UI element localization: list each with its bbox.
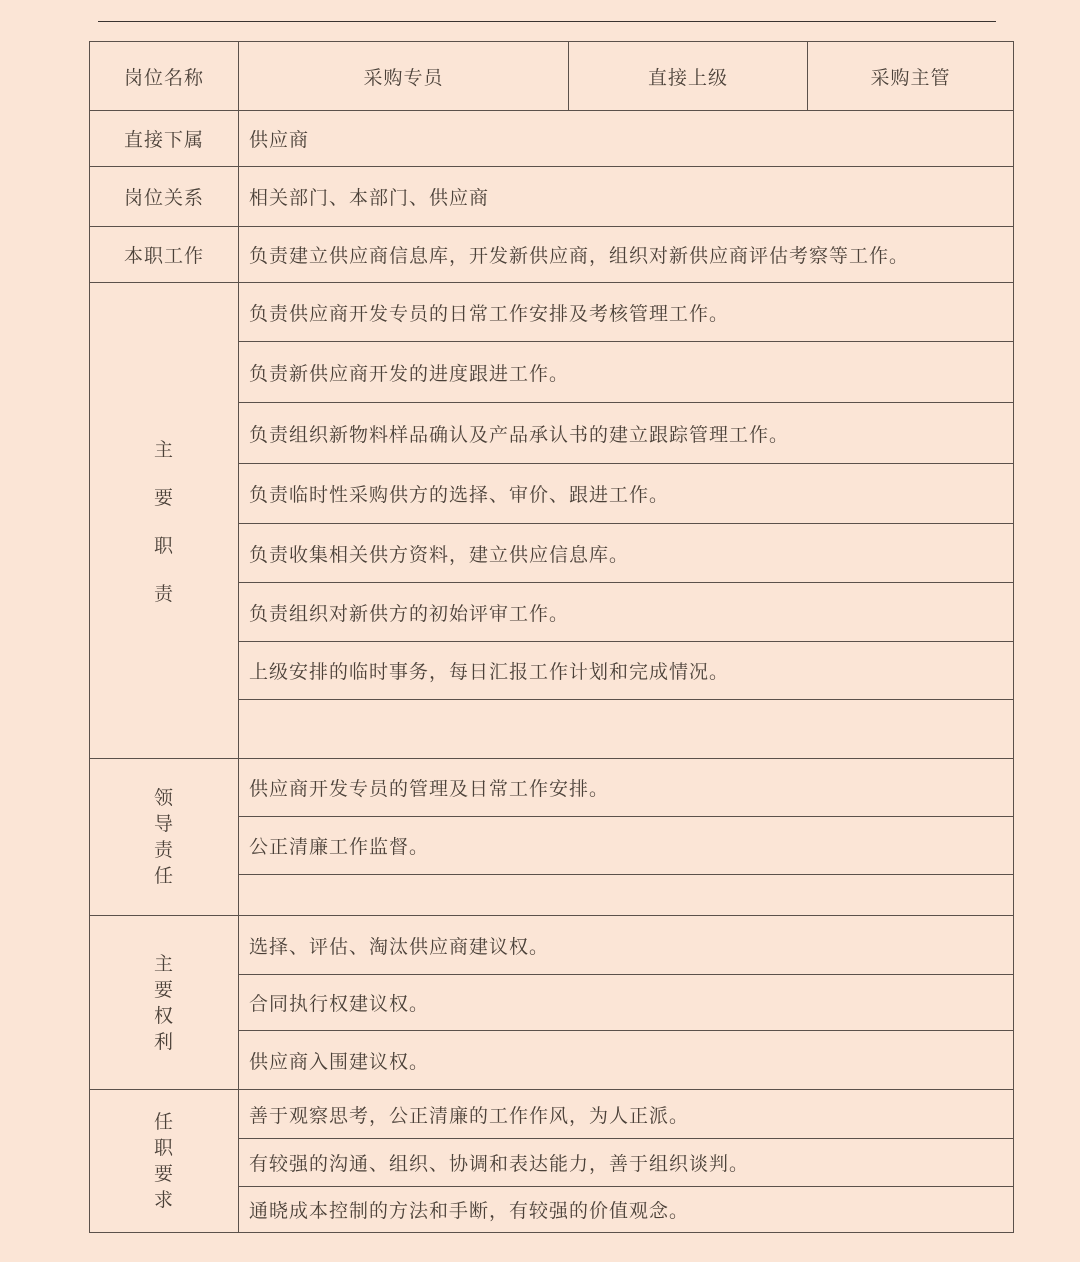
- duty-item: 负责收集相关供方资料，建立供应信息库。: [239, 524, 1014, 583]
- leadership-item-empty: [239, 875, 1014, 916]
- requirements-label-char: 任: [153, 1111, 174, 1133]
- core-work-value: 负责建立供应商信息库，开发新供应商，组织对新供应商评估考察等工作。: [239, 227, 1014, 283]
- main-duties-label-char: 要: [153, 487, 174, 509]
- leadership-label-char: 领: [153, 787, 174, 809]
- relations-label: 岗位关系: [90, 167, 239, 227]
- duty-item-empty: [239, 700, 1014, 759]
- main-duties-label-char: 责: [153, 583, 174, 605]
- subordinate-label: 直接下属: [90, 111, 239, 167]
- subordinate-row: [90, 111, 1014, 167]
- rights-label-char: 主: [153, 952, 174, 975]
- requirements-label-char: 职: [153, 1137, 174, 1159]
- requirement-row: [90, 1090, 1014, 1139]
- requirement-item: 有较强的沟通、组织、协调和表达能力，善于组织谈判。: [239, 1139, 1014, 1187]
- superior-value: 采购主管: [808, 42, 1014, 111]
- leadership-label-char: 导: [153, 813, 174, 835]
- core-work-row: [90, 227, 1014, 283]
- requirement-item: 通晓成本控制的方法和手断，有较强的价值观念。: [239, 1187, 1014, 1233]
- leadership-item: 公正清廉工作监督。: [239, 817, 1014, 875]
- rights-row: [90, 916, 1014, 975]
- requirements-label-char: 求: [153, 1189, 174, 1211]
- duty-item: 负责供应商开发专员的日常工作安排及考核管理工作。: [239, 283, 1014, 342]
- duty-row: [90, 283, 1014, 342]
- duty-item: 上级安排的临时事务，每日汇报工作计划和完成情况。: [239, 642, 1014, 700]
- rights-item: 供应商入围建议权。: [239, 1031, 1014, 1090]
- main-duties-label: [90, 283, 239, 759]
- main-duties-label-char: 主: [153, 439, 174, 461]
- position-name-value: 采购专员: [239, 42, 569, 111]
- requirements-label: [90, 1090, 239, 1233]
- main-duties-label-char: 职: [153, 535, 174, 557]
- rights-item: 选择、评估、淘汰供应商建议权。: [239, 916, 1014, 975]
- leadership-row: [90, 759, 1014, 817]
- leadership-label-char: 责: [153, 839, 174, 861]
- duty-item: 负责组织新物料样品确认及产品承认书的建立跟踪管理工作。: [239, 403, 1014, 464]
- position-name-label: 岗位名称: [90, 42, 239, 111]
- rights-label: [90, 916, 239, 1090]
- requirement-item: 善于观察思考，公正清廉的工作作风，为人正派。: [239, 1090, 1014, 1139]
- job-description-table: [89, 41, 1014, 1233]
- core-work-label: 本职工作: [90, 227, 239, 283]
- rights-item: 合同执行权建议权。: [239, 975, 1014, 1031]
- header-row: [90, 42, 1014, 111]
- rights-label-char: 利: [153, 1030, 174, 1053]
- subordinate-value: 供应商: [239, 111, 1014, 167]
- requirements-label-char: 要: [153, 1163, 174, 1185]
- duty-item: 负责组织对新供方的初始评审工作。: [239, 583, 1014, 642]
- rights-label-char: 权: [153, 1004, 174, 1027]
- relations-value: 相关部门、本部门、供应商: [239, 167, 1014, 227]
- leadership-label: [90, 759, 239, 916]
- rights-label-char: 要: [153, 978, 174, 1001]
- leadership-item: 供应商开发专员的管理及日常工作安排。: [239, 759, 1014, 817]
- top-rule: [98, 21, 996, 22]
- leadership-label-char: 任: [153, 865, 174, 887]
- duty-item: 负责临时性采购供方的选择、审价、跟进工作。: [239, 464, 1014, 524]
- duty-item: 负责新供应商开发的进度跟进工作。: [239, 342, 1014, 403]
- superior-label: 直接上级: [569, 42, 808, 111]
- relations-row: [90, 167, 1014, 227]
